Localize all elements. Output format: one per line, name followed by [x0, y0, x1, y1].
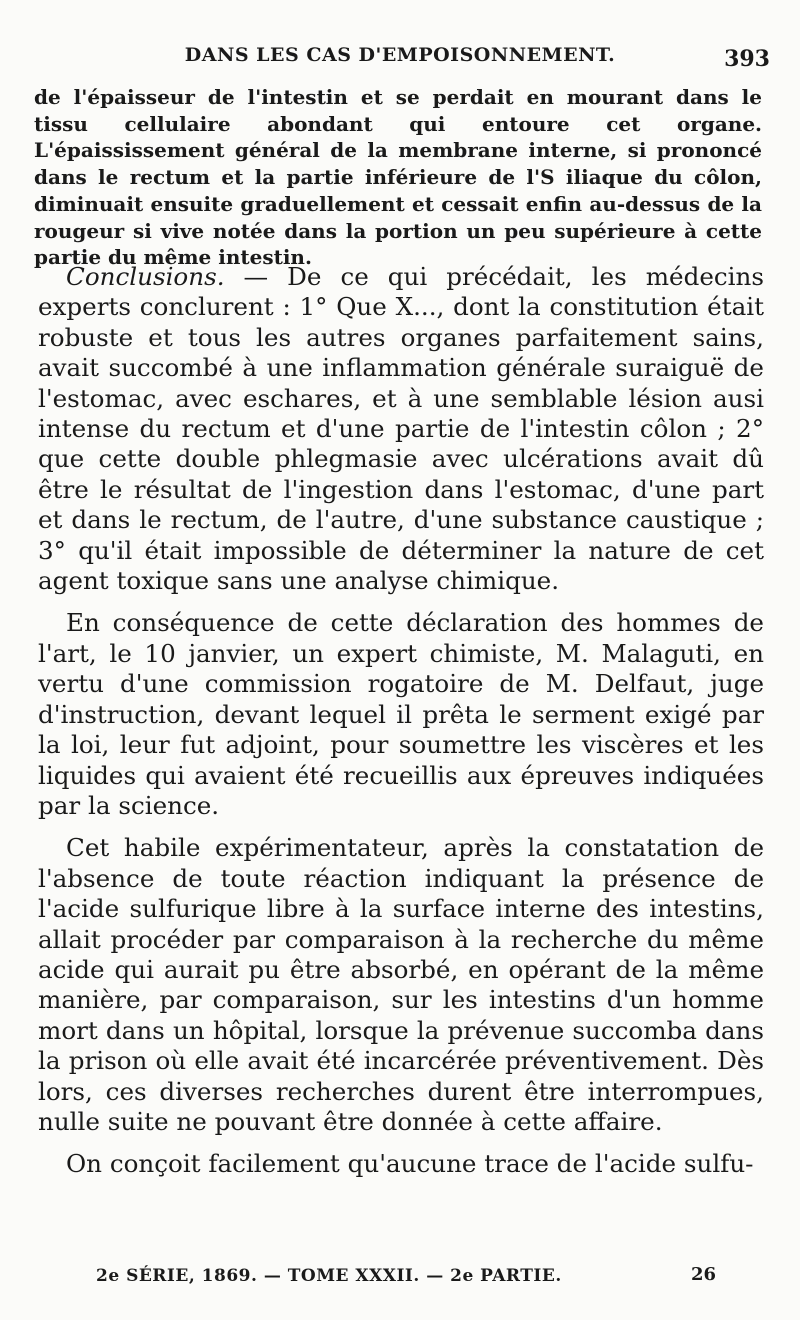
small-print-paragraph: de l'épaisseur de l'intestin et se perdait en mourant dans le tissu cellulaire abondant qui entoure cet organe. L'épaississement général de la membrane interne, si prononcé dans le rectum et la partie inférieure de l'S iliaque du côlon, diminuait ensuite graduellement et cessait enfin au-dessus de la rougeur si vive notée dans la portion un peu supérieure à cette partie du même intestin.	[34, 85, 762, 270]
conclusions-text: — De ce qui précédait, les médecins experts conclurent : 1° Que X..., dont la constitution était robuste et tous les autres organes parfaitement sains, avait succombé à une inflammation générale suraiguë de l'estomac, avec eschares, et à une semblable lésion ausi intense du rectum et d'une partie de l'intestin côlon ; 2° que cette double phlegmasie avec ulcérations avait dû être le résultat de l'ingestion dans l'estomac, d'une part et dans le rectum, de l'autre, d'une substance caustique ; 3° qu'il était impossible de déterminer la nature de cet agent toxique sans une analyse chimique.	[38, 262, 764, 596]
conclusions-heading: Conclusions.	[66, 262, 225, 291]
paragraph-experimenter: Cet habile expérimentateur, après la constatation de l'absence de toute réaction indiquant la présence de l'acide sulfurique libre à la surface interne des intestins, allait procéder par comparaison à la recherche du même acide qui aurait pu être absorbé, en opérant de la même manière, par comparaison, sur les intestins d'un homme mort dans un hôpital, lorsque la prévenue succomba dans la prison où elle avait été incarcérée préventivement. Dès lors, ces diverses recherches durent être interrompues, nulle suite ne pouvant être donnée à cette affaire.	[38, 833, 764, 1136]
page-footer	[96, 1266, 716, 1290]
page-header	[30, 44, 770, 74]
paragraph-conclusion-start: On conçoit facilement qu'aucune trace de l'acide sulfu-	[66, 1149, 754, 1179]
signature-mark: 26	[690, 1264, 716, 1285]
running-head: DANS LES CAS D'EMPOISONNEMENT.	[184, 44, 616, 66]
series-info: 2e SÉRIE, 1869. — TOME XXXII. — 2e PARTIE.	[96, 1266, 562, 1286]
page-number: 393	[724, 46, 770, 72]
main-text-block	[38, 262, 764, 1192]
paragraph-consequence: En conséquence de cette déclaration des hommes de l'art, le 10 janvier, un expert chimiste, M. Malaguti, en vertu d'une commission rogatoire de M. Delfaut, juge d'instruction, devant lequel il prêta le serment exigé par la loi, leur fut adjoint, pour soumettre les viscères et les liquides qui avaient été recueillis aux épreuves indiquées par la science.	[38, 608, 764, 820]
conclusions-paragraph	[38, 262, 764, 596]
small-print-paragraph-block	[34, 84, 762, 271]
